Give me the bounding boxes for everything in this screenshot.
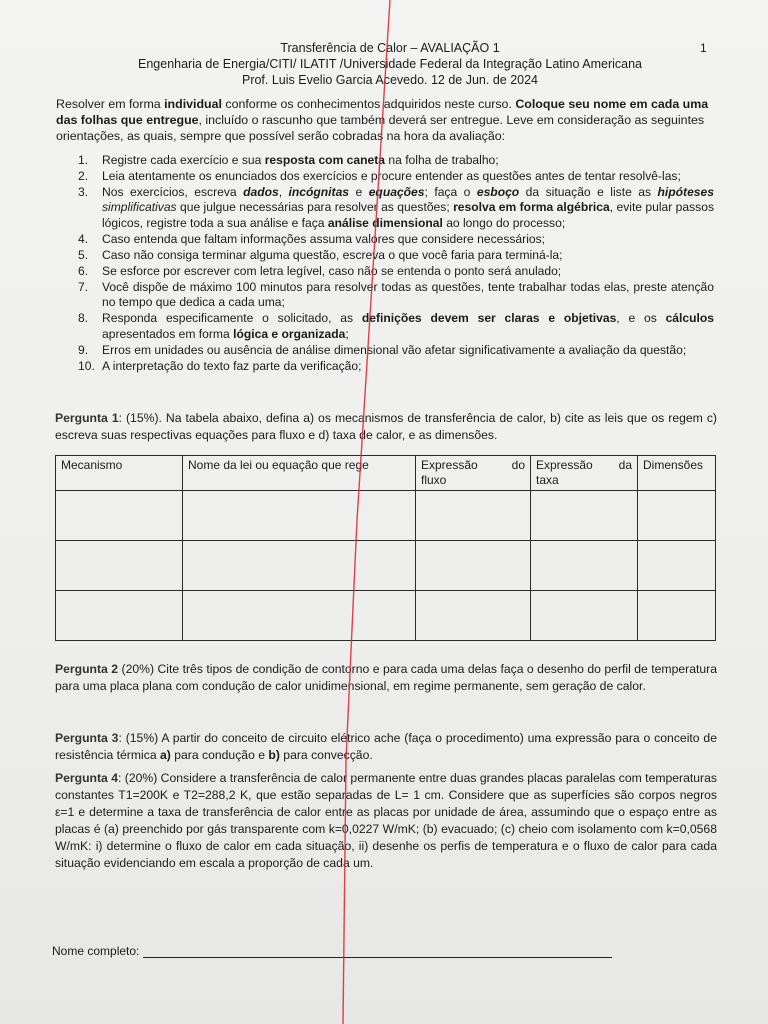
- professor-date-line: Prof. Luis Evelio Garcia Acevedo. 12 de Jun. de 2024: [241, 73, 539, 87]
- answer-cell[interactable]: [638, 591, 716, 641]
- question-3: Pergunta 3: (15%) A partir do conceito de circuito elétrico ache (faça o procedimento) uma expressão para o conceito de resistência térmica a) para condução e b) para convecção.: [55, 731, 717, 762]
- intro-paragraph: Resolver em forma individual conforme os conhecimentos adquiridos neste curso. Coloque seu nome em cada uma das folhas que entregue, incluído o rascunho que também deverá ser entregue. Leve em consideração as seguintes orientações, as quais, sempre que possível serão cobradas na hora da avaliação:: [56, 97, 709, 143]
- answer-cell[interactable]: [56, 491, 183, 541]
- answer-cell[interactable]: [638, 491, 716, 541]
- table-row: [56, 541, 716, 591]
- mechanisms-table: [55, 455, 716, 641]
- answer-cell[interactable]: [56, 541, 183, 591]
- institution-line: Engenharia de Energia/CITI/ ILATIT /Universidade Federal da Integração Latino Americana: [138, 57, 642, 71]
- answer-cell[interactable]: [416, 491, 531, 541]
- instructions-list: [58, 153, 714, 375]
- instruction-item: 9. Erros em unidades ou ausência de análise dimensional vão afetar significativamente a avaliação da questão;: [78, 342, 687, 357]
- question-4: Pergunta 4: (20%) Considere a transferência de calor permanente entre duas grandes placas paralelas com temperaturas constantes T1=200K e T2=288,2 K, que estão separadas de L= 1 cm. Considere que as superfícies são corpos negros ε=1 e determine a taxa de transferência de calor entre as placas por unidade de área, assumindo que o espaço entre as placas é (a) preenchido por gás transparente com k=0,0227 W/mK; (b) evacuado; (c) cheio com isolamento com k=0,0568 W/mK: i) determine o fluxo de calor em cada situação, ii) desenhe os perfis de temperatura e o fluxo de calor para cada situação evidenciando em escala a proporção de cada um.: [55, 771, 717, 870]
- header-expressao-taxa: Expressão da taxa: [531, 456, 638, 491]
- instruction-item: 10. A interpretação do texto faz parte da verificação;: [78, 358, 362, 373]
- table-header-row: [56, 456, 716, 491]
- exam-header: [110, 40, 670, 88]
- answer-cell[interactable]: [416, 541, 531, 591]
- name-underline[interactable]: [143, 945, 612, 958]
- name-label: Nome completo:: [52, 944, 140, 958]
- answer-cell[interactable]: [638, 541, 716, 591]
- page-number: 1: [700, 41, 707, 55]
- instruction-item: 3. Nos exercícios, escreva dados, incógnitas e equações; faça o esboço da situação e liste as hipóteses simplificativas que julgue necessárias para resolver as questões; resolva em forma algébrica, evite pular passos lógicos, registre toda a sua análise e faça análise dimensional ao longo do processo;: [78, 185, 715, 230]
- instruction-item: 6. Se esforce por escrever com letra legível, caso não se entenda o ponto será anulado;: [78, 263, 562, 278]
- answer-cell[interactable]: [183, 491, 416, 541]
- question-1: Pergunta 1: (15%). Na tabela abaixo, defina a) os mecanismos de transferência de calor, b) cite as leis que os regem c) escreva suas respectivas equações para fluxo e d) taxa de calor, e as dimensões.: [55, 411, 717, 442]
- answer-cell[interactable]: [416, 591, 531, 641]
- instruction-item: 4. Caso entenda que faltam informações assuma valores que considere necessários;: [78, 231, 546, 246]
- answer-cell[interactable]: [531, 541, 638, 591]
- question-2: Pergunta 2 (20%) Cite três tipos de condição de contorno e para cada uma delas faça o desenho do perfil de temperatura para uma placa plana com condução de calor unidimensional, em regime permanente, sem geração de calor.: [55, 662, 717, 693]
- header-mecanismo: Mecanismo: [56, 456, 183, 491]
- instruction-item: 1. Registre cada exercício e sua resposta com caneta na folha de trabalho;: [78, 153, 499, 167]
- instruction-item: 8. Responda especificamente o solicitado, as definições devem ser claras e objetivas, e os cálculos apresentados em forma lógica e organizada;: [78, 311, 714, 341]
- table-row: [56, 591, 716, 641]
- question-label: Pergunta 1: [55, 411, 119, 425]
- table-row: [56, 491, 716, 541]
- header-lei: Nome da lei ou equação que rege: [183, 456, 416, 491]
- exam-title: Transferência de Calor – AVALIAÇÃO 1: [280, 41, 500, 55]
- header-expressao-fluxo: Expressão do fluxo: [416, 456, 531, 491]
- answer-cell[interactable]: [183, 591, 416, 641]
- question-label: Pergunta 4: [55, 771, 118, 785]
- answer-cell[interactable]: [183, 541, 416, 591]
- instruction-item: 5. Caso não consiga terminar alguma questão, escreva o que você faria para terminá-la;: [78, 247, 563, 262]
- name-field[interactable]: [52, 944, 612, 958]
- question-label: Pergunta 2: [55, 662, 119, 676]
- instruction-item: 7. Você dispõe de máximo 100 minutos para resolver todas as questões, tente trabalhar todas elas, preste atenção no tempo que dedica a cada uma;: [78, 279, 714, 310]
- answer-cell[interactable]: [531, 591, 638, 641]
- question-label: Pergunta 3: [55, 731, 119, 745]
- instruction-item: 2. Leia atentamente os enunciados dos exercícios e procure entender as questões antes de tentar resolvê-las;: [78, 169, 681, 183]
- answer-cell[interactable]: [531, 491, 638, 541]
- header-dimensoes: Dimensões: [638, 456, 716, 491]
- answer-cell[interactable]: [56, 591, 183, 641]
